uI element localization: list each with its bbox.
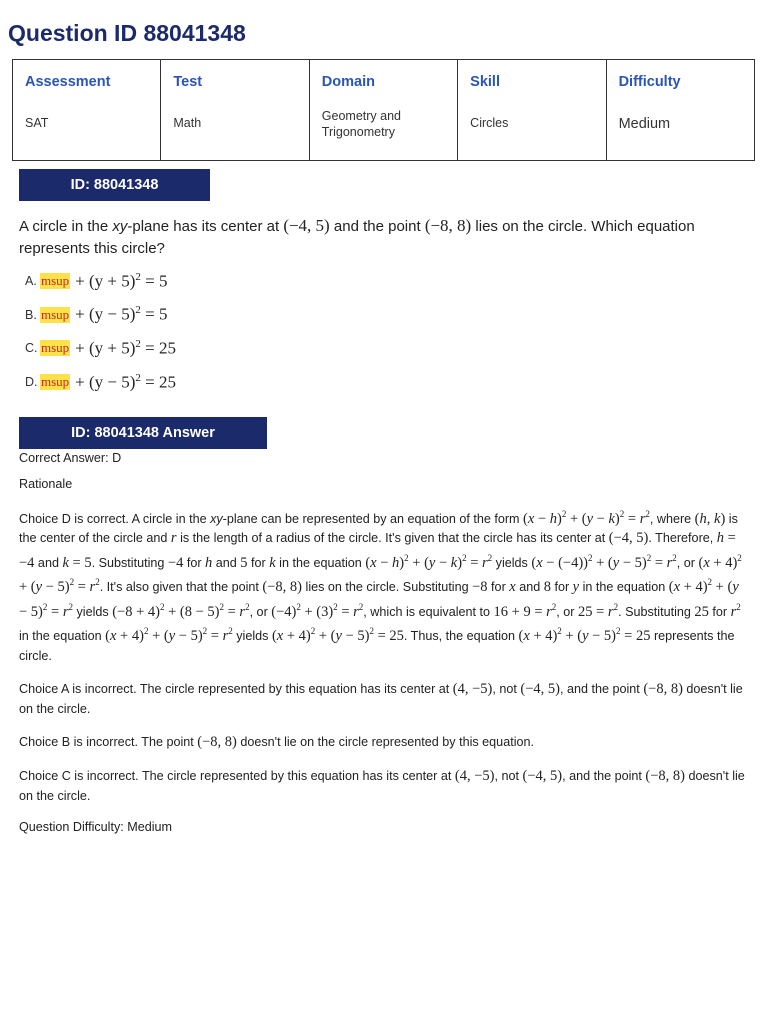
- meta-domain-label: Domain: [321, 74, 375, 90]
- choice-letter: D.: [25, 374, 38, 389]
- choice-letter: C.: [25, 341, 38, 356]
- rationale-choice-b: Choice B is incorrect. The point (−8, 8) doesn't lie on the circle represented by this equation.: [19, 734, 534, 751]
- meta-difficulty-value: Medium: [618, 116, 671, 132]
- meta-assessment: [13, 60, 161, 161]
- meta-assessment-label: Assessment: [25, 74, 111, 90]
- choice-equation: + $(y - 5)^2 = 5$: [75, 304, 168, 324]
- meta-test: [161, 60, 309, 161]
- answer-section: [19, 451, 749, 834]
- choice-equation: + $(y + 5)^2 = 25$: [75, 337, 177, 358]
- rationale-choice-a: Choice A is incorrect. The circle represented by this equation has its center at (4, −5), not (−4, 5), and the point (−8, 8) doesn't lie on the circle.: [19, 681, 743, 716]
- meta-skill-label: Skill: [470, 74, 500, 90]
- question-difficulty: Question Difficulty: Medium: [19, 820, 173, 835]
- meta-skill: [458, 60, 606, 161]
- page-title: Question ID 88041348: [8, 20, 246, 46]
- choice-letter: B.: [25, 307, 37, 322]
- choice-d[interactable]: [25, 365, 176, 399]
- meta-test-label: Test: [173, 74, 203, 90]
- math-render-error: msup: [41, 340, 70, 356]
- question-id-banner: ID: 88041348: [19, 169, 210, 201]
- choice-a[interactable]: [25, 264, 176, 298]
- question-text: A circle in the xy-plane has its center at (−4, 5) and the point (−8, 8) lies on the circle. Which equation represents this circle?: [19, 216, 695, 257]
- choice-b[interactable]: [25, 298, 176, 332]
- correct-answer: Correct Answer: D: [19, 451, 122, 465]
- meta-difficulty-label: Difficulty: [618, 74, 681, 90]
- choice-equation: + $(y + 5)^2 = 5$: [75, 270, 168, 291]
- meta-domain: [309, 60, 457, 161]
- rationale-choice-d: Choice D is correct. A circle in the xy-plane can be represented by an equation of the form $(x - h)^2 + (y - k)^2 = r^2$, where (h, k) is the center of the circle and r is the length of a radius of the circle. It's given that the circle has its center at (−4, 5). Therefore, h = −4 and k = 5. Substituting −4 for h and 5 for k in the equation $(x - h)^2 + (y - k)^2 = r^2$ yields $(x - (-4))^2 + (y - 5)^2 = r^2$, or $(x + 4)^2 + (y - 5)^2 = r^2$. It's also given that the point (−8, 8) lies on the circle. Substituting −8 for x and 8 for y in the equation $(x + 4)^2 + (y - 5)^2 = r^2$ yields $(-8 + 4)^2 + (8 - 5)^2 = r^2$, or $(-4)^2 + (3)^2 = r^2$, which is equivalent to $16 + 9 = r^2$, or $25 = r^2$. Substituting 25 for $r^2$ in the equation $(x + 4)^2 + (y - 5)^2 = r^2$ yields $(x + 4)^2 + (y - 5)^2 = 25$. Thus, the equation $(x + 4)^2 + (y - 5)^2 = 25$ represents the circle.: [19, 509, 742, 663]
- choice-equation: + $(y - 5)^2 = 25$: [75, 371, 177, 392]
- choice-letter: A.: [25, 273, 37, 288]
- meta-domain-value: Geometry and Trigonometry: [321, 109, 401, 139]
- meta-skill-value: Circles: [470, 116, 509, 130]
- meta-assessment-value: SAT: [25, 116, 49, 130]
- choice-c[interactable]: [25, 331, 176, 365]
- math-render-error: msup: [41, 306, 70, 322]
- question-metadata-table: [12, 59, 755, 161]
- answer-id-banner: ID: 88041348 Answer: [19, 417, 267, 449]
- math-render-error: msup: [41, 272, 70, 288]
- rationale-choice-c: Choice C is incorrect. The circle represented by this equation has its center at (4, −5), not (−4, 5), and the point (−8, 8) doesn't lie on the circle.: [19, 768, 745, 803]
- answer-choices: [25, 264, 176, 399]
- meta-test-value: Math: [173, 116, 202, 130]
- math-render-error: msup: [41, 373, 70, 389]
- meta-difficulty: [606, 60, 754, 161]
- rationale-heading: Rationale: [19, 477, 73, 491]
